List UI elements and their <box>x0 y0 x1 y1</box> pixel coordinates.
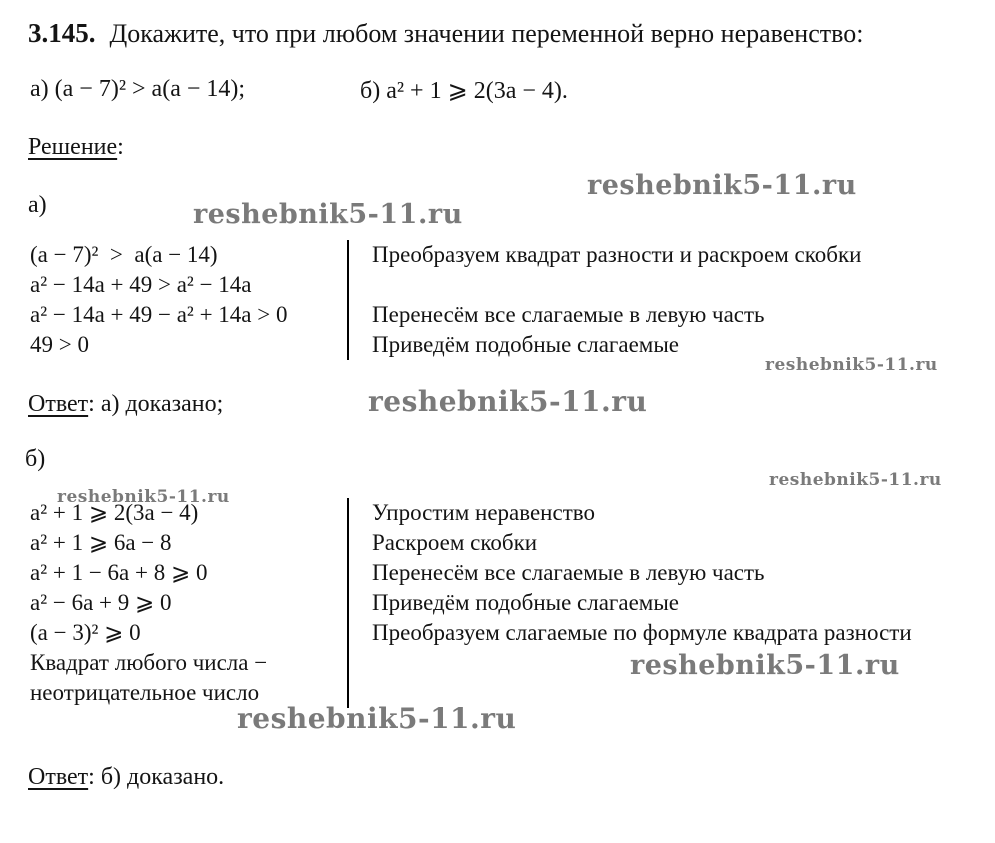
answer-a: Ответ: а) доказано; <box>28 391 224 417</box>
explanation-line: Перенесём все слагаемые в левую часть <box>372 560 765 585</box>
site-watermark: reshebnik5-11.ru <box>193 199 463 230</box>
site-watermark: reshebnik5-11.ru <box>765 355 938 375</box>
equations-column-b <box>30 498 347 708</box>
part-b-label: б) <box>25 446 46 472</box>
equation-line: Квадрат любого числа − <box>30 650 268 675</box>
explanation-line: Раскроем скобки <box>372 530 538 555</box>
answer-b: Ответ: б) доказано. <box>28 764 225 790</box>
problem-heading <box>28 18 863 49</box>
site-watermark: reshebnik5-11.ru <box>769 470 942 490</box>
equation-line: a² − 14a + 49 > a² − 14a <box>30 272 252 297</box>
equation-line: (a − 3)² ⩾ 0 <box>30 620 141 645</box>
explanations-column-a <box>349 240 861 360</box>
equation-line: 49 > 0 <box>30 332 89 357</box>
equation-line: (a − 7)² > a(a − 14) <box>30 242 218 267</box>
part-a-label: а) <box>28 192 47 218</box>
problem-a: а) (a − 7)² > a(a − 14); <box>30 76 246 102</box>
explanation-line: Преобразуем квадрат разности и раскроем скобки <box>372 242 862 267</box>
equation-line: a² − 6a + 9 ⩾ 0 <box>30 590 172 615</box>
equation-line: a² + 1 − 6a + 8 ⩾ 0 <box>30 560 208 585</box>
equation-line: a² + 1 ⩾ 6a − 8 <box>30 530 172 555</box>
explanation-line: Перенесём все слагаемые в левую часть <box>372 302 765 327</box>
explanation-line: Приведём подобные слагаемые <box>372 590 679 615</box>
equation-line: a² + 1 ⩾ 2(3a − 4) <box>30 500 199 525</box>
explanation-line <box>372 270 861 300</box>
problem-number: 3.145. <box>28 18 96 48</box>
problem-items <box>0 76 995 110</box>
equation-line: a² − 14a + 49 − a² + 14a > 0 <box>30 302 288 327</box>
solution-a-table <box>30 240 861 360</box>
explanation-line: Приведём подобные слагаемые <box>372 332 679 357</box>
problem-b: б) a² + 1 ⩾ 2(3a − 4). <box>360 78 568 104</box>
explanation-line: Упростим неравенство <box>372 500 595 525</box>
explanation-line: Преобразуем слагаемые по формуле квадрата разности <box>372 620 912 645</box>
site-watermark: reshebnik5-11.ru <box>368 385 648 418</box>
equations-column-a <box>30 240 347 360</box>
site-watermark: reshebnik5-11.ru <box>57 487 230 507</box>
site-watermark: reshebnik5-11.ru <box>587 170 857 201</box>
equation-line: неотрицательное число <box>30 680 260 705</box>
problem-statement: Докажите, что при любом значении переменной верно неравенство: <box>109 19 864 48</box>
solution-label: Решение: <box>28 134 124 160</box>
site-watermark: reshebnik5-11.ru <box>630 650 900 681</box>
site-watermark: reshebnik5-11.ru <box>237 702 517 735</box>
